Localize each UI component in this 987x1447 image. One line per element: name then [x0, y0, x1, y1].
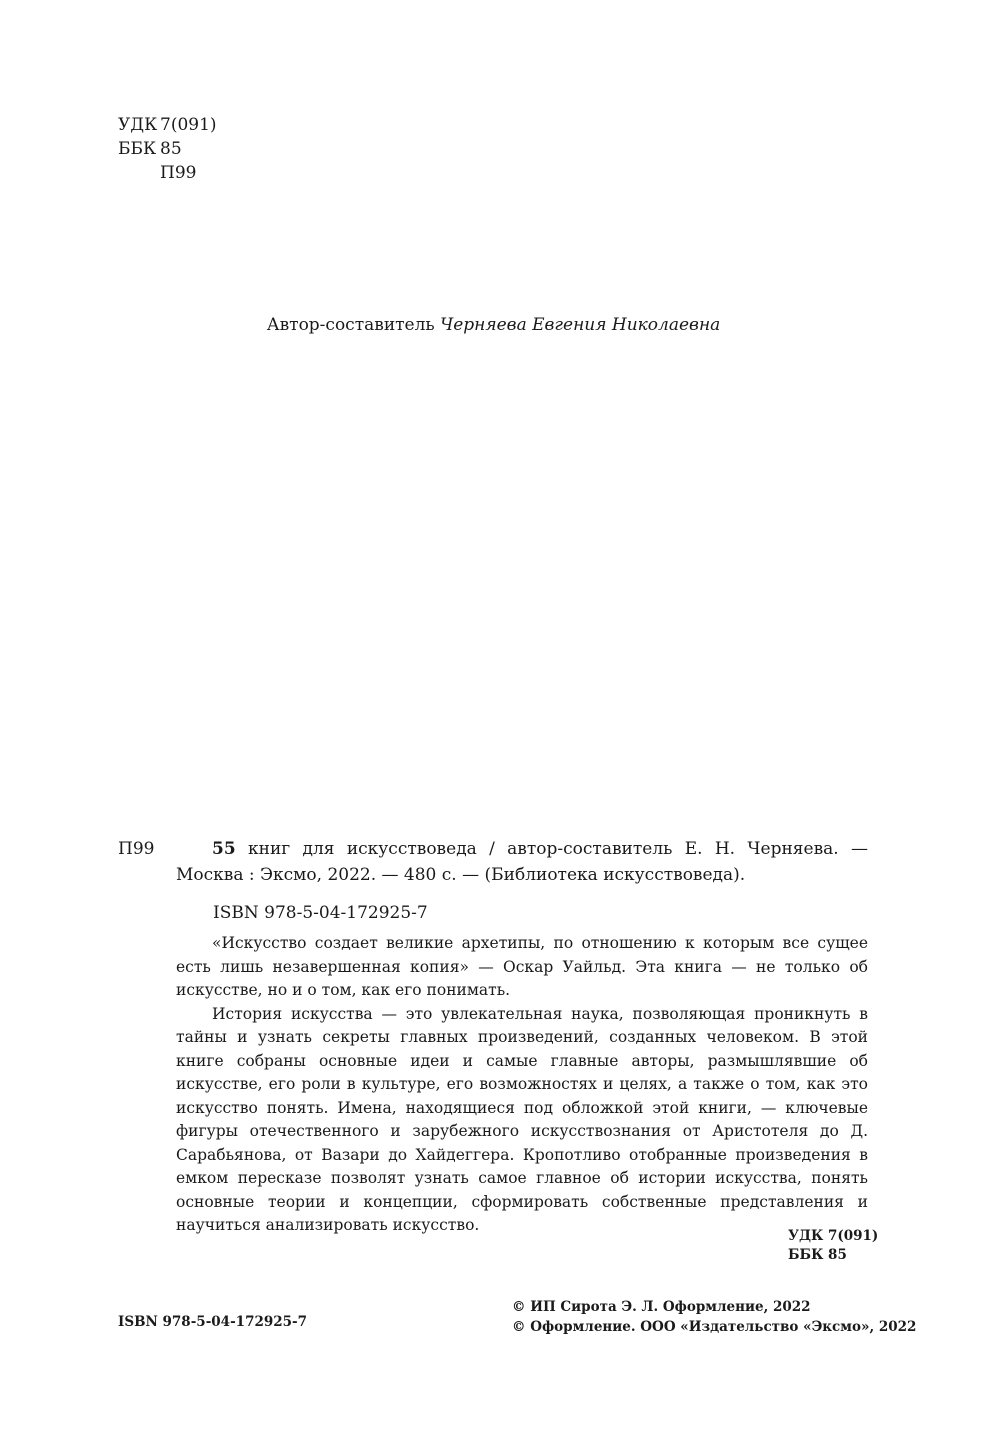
udk-label: УДК — [118, 115, 158, 135]
copyright-block — [512, 1297, 916, 1337]
classification-top — [118, 113, 217, 185]
copyright-line-1: © ИП Сирота Э. Л. Оформление, 2022 — [512, 1299, 811, 1315]
author-name: Черняева Евгения Николаевна — [440, 315, 721, 335]
author-role: Автор-составитель — [266, 315, 435, 335]
udk-bottom: УДК 7(091) — [788, 1228, 879, 1244]
classification-bottom — [788, 1227, 878, 1265]
annotation-paragraph-1: «Искусство создает великие архетипы, по отношению к которым все сущее есть лишь незавершенная копия» — Оскар Уайльд. Эта книга — не только об искусстве, но и о том, как его понимать. — [176, 934, 868, 999]
author-sign: П99 — [160, 163, 197, 183]
bib-line-2: Москва : Эксмо, 2022. — 480 с. — (Библиотека искусствоведа). — [176, 865, 746, 885]
annotation-paragraph-2: История искусства — это увлекательная наука, позволяющая проникнуть в тайны и узнать секреты главных произведений, созданных человеком. В этой книге собраны основные идеи и самые главные авторы, размышлявшие об искусстве, его роли в культуре, его возможностях и целях, а также о том, как это искусство понять. Имена, находящиеся под обложкой этой книги, — ключевые фигуры отечественного и зарубежного искусствознания от Аристотеля до Д. Сарабьянова, от Вазари до Хайдеггера. Кропотливо отобранные произведения в емком пересказе позволят узнать самое главное об истории искусства, понять основные теории и концепции, сформировать собственные представления и научиться анализировать искусство. — [176, 1004, 868, 1234]
bib-line1-rest: книг для искусствоведа / автор-составитель Е. Н. Черняева. — — [248, 839, 869, 859]
bbk-row — [118, 137, 217, 161]
annotation — [176, 932, 868, 1238]
bib-line-1 — [176, 836, 868, 862]
bbk-label: ББК — [118, 139, 157, 159]
udk-row — [118, 113, 217, 137]
bbk-bottom: ББК 85 — [788, 1247, 847, 1263]
footer-isbn: ISBN 978-5-04-172925-7 — [118, 1314, 308, 1330]
bib-isbn: ISBN 978-5-04-172925-7 — [213, 903, 428, 923]
udk-value: 7(091) — [160, 115, 217, 135]
bbk-value: 85 — [160, 139, 182, 159]
copyright-line-2: © Оформление. ООО «Издательство «Эксмо», 2022 — [512, 1319, 917, 1335]
bib-title-number: 55 — [212, 839, 236, 859]
author-line — [0, 313, 987, 337]
bib-entry — [176, 836, 868, 888]
bib-code: П99 — [118, 839, 155, 859]
